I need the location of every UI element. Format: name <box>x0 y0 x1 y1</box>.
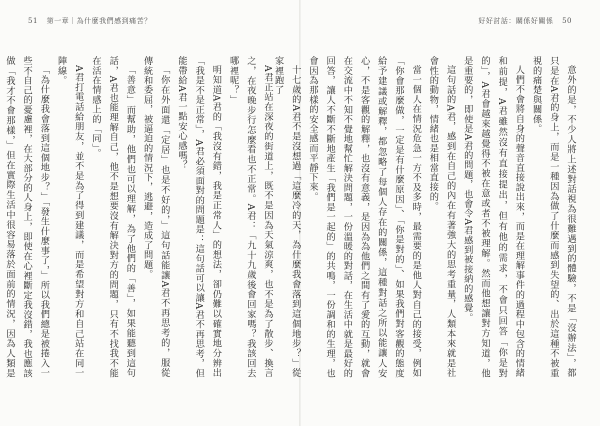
left-page-header <box>22 16 152 26</box>
left-page <box>0 0 299 426</box>
paragraph: 「為什麼我會落到這個地步？」「發生什麼事了，」所以我們總是被捲入一些不自己的憂慮裡，在大部分的人身上，即使在心裡斷定我沒錯，我也應該做「我才不會那樣，」但在實際生活中很容易落於面前的情況，因為人類是 <box>3 56 50 378</box>
paragraph: A君正站在深夜的街道上，既不是因為天氣涼爽，也不是為了散步、換言之，在夜晚步行怎麼看也不正常。A君：「九十九歲後會回家嗎？我該回去哪裡呢？」 <box>227 56 273 378</box>
left-page-number: 51 <box>28 17 38 25</box>
left-page-chapter-title: 第一章｜為什麼我們感到痛苦？ <box>46 17 152 25</box>
paragraph: 這句話的A君，感到在自己的內在有著強大的思考重量，人類本來就是社會性的動物，情緒也是相當直接的。 <box>427 56 456 378</box>
paragraph: A君打電話給朋友，並不是為了得到建議，而是希望對方和自己站在同一陣線。 <box>55 56 84 378</box>
paragraph: 意外的是，不少人將上述對話視為很難遇到的體驗，不是「沒辦法」，都只是在A君的身上，而是一種因為做了什麼而感到失望的、出於這種不被重視的痛楚與關係。 <box>530 56 576 378</box>
right-page-number: 50 <box>562 17 572 25</box>
right-page-book-title: 好好討話：關係好關係 <box>478 17 554 25</box>
right-page-header <box>478 16 578 26</box>
paragraph: 十七歲的A君不是沒想過「這麼冷的天，為什麼我會落到這個地步？」從家裡跑了 <box>272 56 301 378</box>
right-page-body <box>272 56 579 378</box>
right-page <box>272 0 600 426</box>
paragraph: 「善意」而幫助，他們也可以理解，為了他們的「善」，如果能聽到這句話，A君也能理解自己，他不是想要沒有解決對方的問題，只有不找我不能在活在情感上的「同」。 <box>89 56 136 378</box>
paragraph: 人們不會將自身的聲音直接說出來，而是在理解事件的過程中包含的情緒和前提，A君雖然沒有直接提出，但有他的需求，不會只回答「你是對的」，A君會越來越覺得不被在意或者不被理解。然而他想讓對方知道，他是重要的，即使是A君的問題，也會令A君感到被接納的感覺。 <box>461 56 525 378</box>
left-page-body <box>3 56 276 378</box>
paragraph: 「你在外面還「定居」也是不好的，」這句話能讓A君不再思考的，服從傳統和委屈，被逼迫的情況下，逃避，造成了問題。 <box>141 56 170 378</box>
paragraph: 當一個人在情況危急一方不及多時，最需要的是他人對自己的接受，例如「你會那麼做，一定是有什麼原因」、「你是對的」、如果我們對客觀的態度給予建議或解釋，都忽略了每個人存在的關係，這種對話之所以能讓人安心，不是客觀的解釋，也沒有意義，是因為為他們之間有了愛的互動，就會在交流中不知不覺地幫忙解決問題，一份溫暖的對話，在生活中就是最好的回答，讓人不斷不斷地產生「我們是一起的」的共鳴，一份調和的生理，也會因為那樣的安全感而平靜下來。 <box>306 56 422 378</box>
paragraph: 明知道A君的「我沒有錯，我是正常人」的想法，卻仍難以確實地分辨出「我是不是正常」，A君必須面對的問題是：這句話可以讓A君不再思考，但能帶給A君一點安心感嗎？ <box>175 56 222 378</box>
